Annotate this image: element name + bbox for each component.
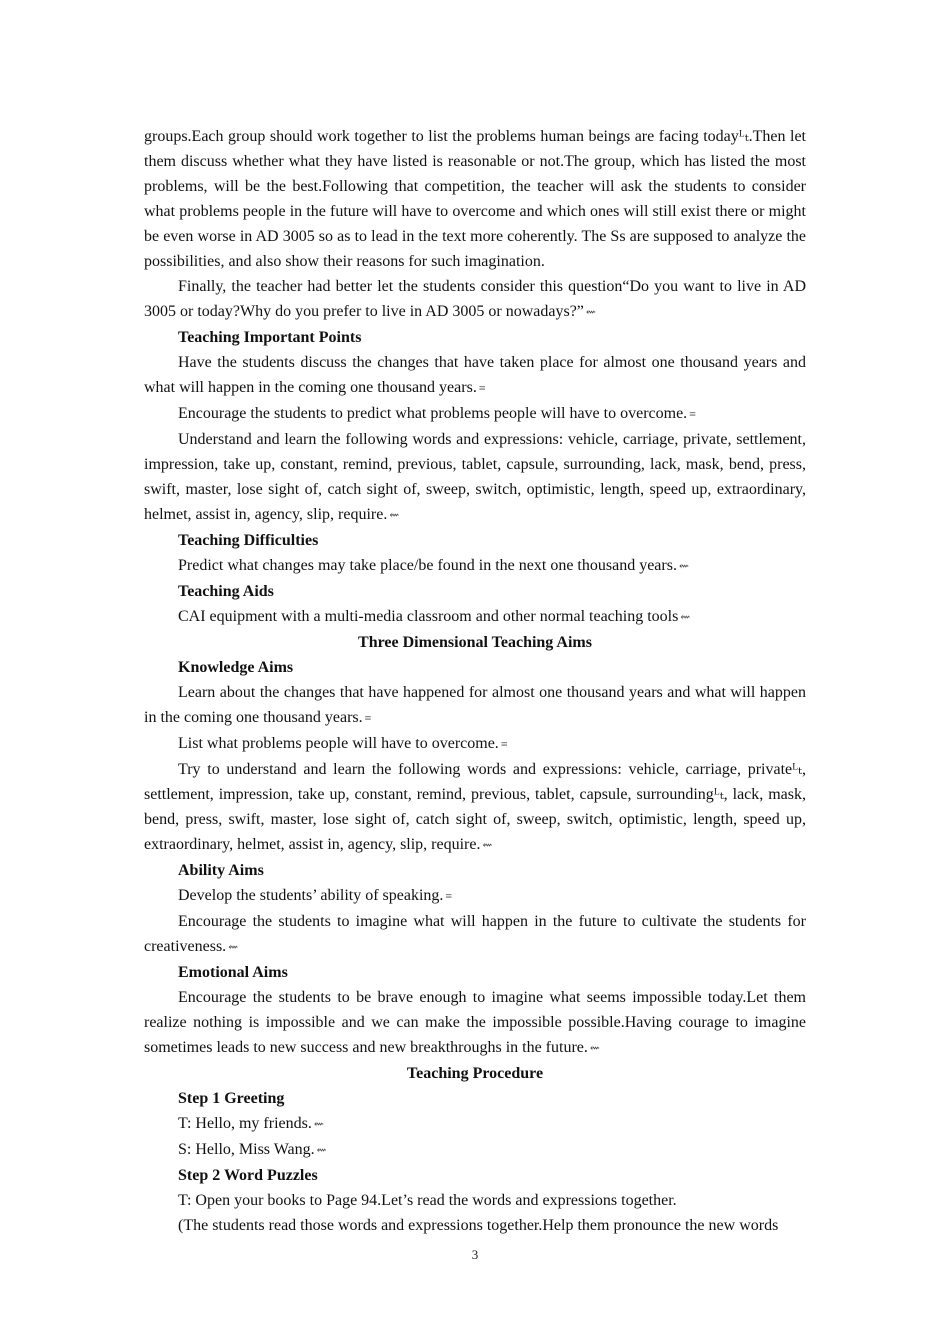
paragraph [144, 731, 806, 757]
section-heading [144, 528, 806, 553]
formatting-mark-icon: ⇜ [585, 305, 596, 319]
heading-text: Emotional Aims [178, 964, 288, 981]
centered-heading [144, 630, 806, 655]
paragraph [144, 274, 806, 325]
heading-text: Step 2 Word Puzzles [178, 1167, 318, 1184]
paragraph-text: T: Hello, my friends. [178, 1115, 312, 1132]
document-body [144, 124, 806, 1238]
heading-text: Teaching Important Points [178, 329, 362, 346]
heading-text: Three Dimensional Teaching Aims [358, 634, 592, 651]
heading-text: Teaching Difficulties [178, 532, 319, 549]
paragraph-text: Predict what changes may take place/be found in the next one thousand years. [178, 557, 677, 574]
formatting-mark-icon: ⇜ [228, 940, 239, 954]
section-heading [144, 655, 806, 680]
section-heading [144, 1086, 806, 1111]
section-heading [144, 1163, 806, 1188]
paragraph-text: Encourage the students to imagine what will happen in the future to cultivate the students for creativeness. [144, 913, 806, 955]
paragraph-text: Learn about the changes that have happened for almost one thousand years and what will happen in the coming one thousand years. [144, 684, 806, 726]
paragraph [144, 883, 806, 909]
paragraph [144, 1188, 806, 1213]
formatting-mark-icon: ≡ [500, 737, 508, 751]
paragraph [144, 985, 806, 1061]
page-number: 3 [471, 1247, 479, 1262]
paragraph [144, 427, 806, 528]
formatting-mark-icon: ≡ [364, 711, 372, 725]
paragraph [144, 604, 806, 630]
centered-heading [144, 1061, 806, 1086]
formatting-mark-icon: ≡ [478, 381, 486, 395]
paragraph-text: CAI equipment with a multi-media classroom and other normal teaching tools [178, 608, 679, 625]
paragraph [144, 350, 806, 401]
section-heading [144, 325, 806, 350]
paragraph-text: T: Open your books to Page 94.Let’s read the words and expressions together. [178, 1192, 677, 1209]
paragraph-text: Try to understand and learn the following words and expressions: vehicle, carriage, privateᴸₜ, settlement, impression, take up, constant, remind, previous, tablet, capsule, surroundingᴸₜ, lack, mask, bend, press, swift, master, lose sight of, catch sight of, sweep, switch, optimistic, length, speed up, extraordinary, helmet, assist in, agency, slip, require. [144, 761, 806, 853]
paragraph-text: S: Hello, Miss Wang. [178, 1141, 315, 1158]
heading-text: Step 1 Greeting [178, 1090, 285, 1107]
paragraph [144, 757, 806, 858]
formatting-mark-icon: ≡ [689, 407, 696, 421]
paragraph-text: Encourage the students to be brave enough to imagine what seems impossible today.Let them realize nothing is impossible and we can make the impossible possible.Having courage to imagine sometimes leads to new success and new breakthroughs in the future. [144, 989, 806, 1056]
formatting-mark-icon: ⇜ [680, 610, 691, 624]
heading-text: Knowledge Aims [178, 659, 294, 676]
section-heading [144, 579, 806, 604]
paragraph [144, 909, 806, 960]
paragraph-text: Finally, the teacher had better let the students consider this question“Do you want to live in AD 3005 or today?Why do you prefer to live in AD 3005 or nowadays?” [144, 278, 806, 320]
paragraph [144, 553, 806, 579]
formatting-mark-icon: ⇜ [389, 508, 400, 522]
paragraph [144, 1213, 806, 1238]
paragraph-text: Encourage the students to predict what problems people will have to overcome. [178, 405, 688, 422]
paragraph-text: groups.Each group should work together to list the problems human beings are facing todayᴸₜ.Then let them discuss whether what they have listed is reasonable or not.The group, which has listed the most problems, will be the best.Following that competition, the teacher will ask the students to consider what problems people in the future will have to overcome and which ones will still exist there or might be even worse in AD 3005 so as to lead in the text more coherently. The Ss are supposed to analyze the possibilities, and also show their reasons for such imagination. [144, 128, 806, 270]
formatting-mark-icon: ≡ [445, 889, 453, 903]
paragraph [144, 1111, 806, 1137]
paragraph [144, 1137, 806, 1163]
formatting-mark-icon: ⇜ [313, 1117, 324, 1131]
section-heading [144, 960, 806, 985]
formatting-mark-icon: ⇜ [482, 838, 493, 852]
paragraph-text: List what problems people will have to overcome. [178, 735, 499, 752]
paragraph-text: (The students read those words and expressions together.Help them pronounce the new words [178, 1217, 779, 1234]
paragraph [144, 680, 806, 731]
formatting-mark-icon: ⇜ [589, 1041, 600, 1055]
formatting-mark-icon: ⇜ [678, 559, 690, 573]
paragraph-text: Have the students discuss the changes that have taken place for almost one thousand years and what will happen in the coming one thousand years. [144, 354, 806, 396]
heading-text: Teaching Procedure [406, 1065, 544, 1082]
paragraph-text: Develop the students’ ability of speaking. [178, 887, 444, 904]
paragraph [144, 401, 806, 427]
section-heading [144, 858, 806, 883]
paragraph-text: Understand and learn the following words and expressions: vehicle, carriage, private, settlement, impression, take up, constant, remind, previous, tablet, capsule, surrounding, lack, mask, bend, press, swift, master, lose sight of, catch sight of, sweep, switch, optimistic, length, speed up, extraordinary, helmet, assist in, agency, slip, require. [144, 431, 806, 523]
heading-text: Teaching Aids [178, 583, 274, 600]
paragraph [144, 124, 806, 274]
formatting-mark-icon: ⇜ [316, 1143, 327, 1157]
heading-text: Ability Aims [178, 862, 264, 879]
